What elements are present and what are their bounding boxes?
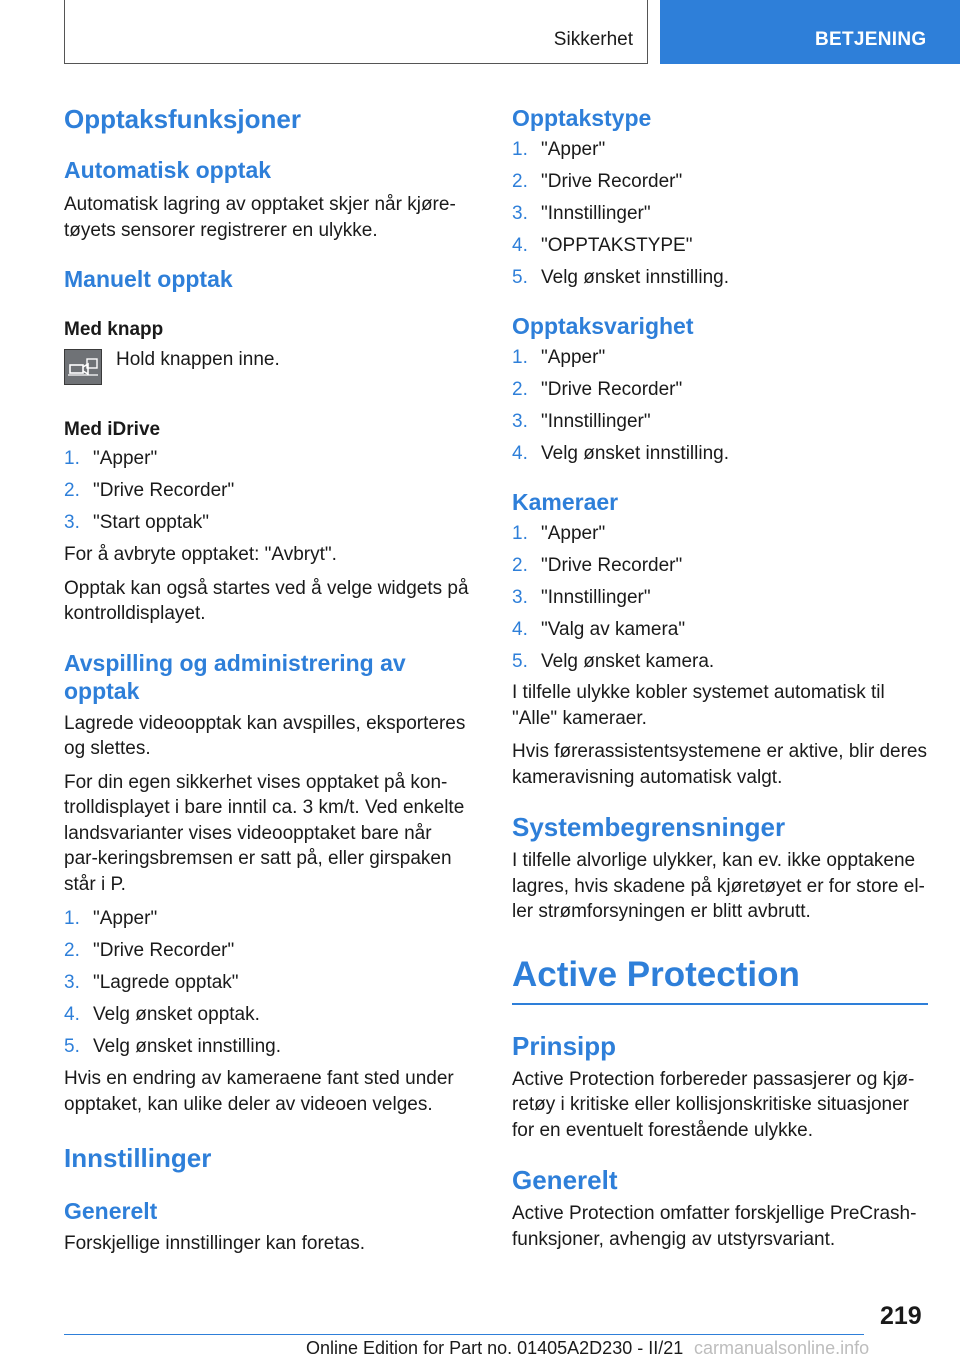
step-number: 2. [512,171,528,192]
heading-opptakstype: Opptakstype [512,105,652,131]
step-text: "Apper" [541,523,606,544]
list-item [512,230,928,262]
list-item [64,935,470,967]
list-item [64,1031,470,1063]
heading-manuelt-opptak: Manuelt opptak [64,266,233,292]
paragraph-ulykke: I tilfelle ulykke kobler systemet automatisk til "Alle" kameraer. [512,682,885,729]
heading-opptaksvarighet: Opptaksvarighet [512,313,694,339]
step-text: Velg ønsket opptak. [93,1004,260,1025]
step-text: "Innstillinger" [541,587,651,608]
paragraph-forerassistent: Hvis førerassistentsystemene er aktive, blir deres kameravisning automatisk valgt. [512,741,927,788]
step-text: "Drive Recorder" [541,171,683,192]
kameraer-steps-list [512,518,928,678]
left-column [64,96,470,1257]
list-item [512,134,928,166]
list-item [64,443,470,475]
opptakstype-steps-list [512,134,928,294]
heading-med-idrive: Med iDrive [64,419,161,440]
list-item [512,438,928,470]
step-number: 2. [64,480,80,501]
header-chapter-label: BETJENING [815,29,927,50]
paragraph-sikkerhet: For din egen sikkerhet vises opptaket på kon-trolldisplayet i bare inntil ca. 3 km/t. Ved enkelte landsvarianter vises videoopptaket bare når par-keringsbremsen er satt på, eller girspaken står i P. [64,771,465,895]
paragraph-endring: Hvis en endring av kameraene fant sted under opptaket, kan ulike deler av videoen velges. [64,1068,454,1115]
step-number: 1. [512,347,528,368]
step-number: 1. [64,448,80,469]
step-text: Velg ønsket innstilling. [541,443,729,464]
paragraph-lagrede: Lagrede videoopptak kan avspilles, eksporteres og slettes. [64,712,466,759]
heading-opptaksfunksjoner: Opptaksfunksjoner [64,104,301,134]
list-item [64,967,470,999]
step-text: Velg ønsket innstilling. [541,267,729,288]
step-text: "Valg av kamera" [541,619,686,640]
header-section-box [64,0,648,64]
edition-text: Online Edition for Part no. 01405A2D230 - II/21 [306,1338,684,1358]
right-column [512,96,928,1252]
step-text: "Apper" [541,139,606,160]
step-text: "Innstillinger" [541,411,651,432]
step-text: Velg ønsket kamera. [541,651,715,672]
step-text: Velg ønsket innstilling. [93,1036,281,1057]
list-item [512,166,928,198]
step-text: "Lagrede opptak" [93,972,239,993]
list-item [64,507,470,539]
list-item [512,406,928,438]
step-number: 1. [512,523,528,544]
idrive-steps-list [64,443,470,539]
heading-systembegrensninger: Systembegrensninger [512,812,786,842]
step-number: 5. [512,651,528,672]
step-text: "Drive Recorder" [93,480,235,501]
heading-kameraer: Kameraer [512,489,619,515]
footer-rule [64,1334,864,1335]
hold-button-text: Hold knappen inne. [116,349,280,370]
paragraph-systembegrensninger: I tilfelle alvorlige ulykker, kan ev. ikke opptakene lagres, hvis skadene på kjøretøyet er for store el-ler strømforsyningen er blitt avbrutt. [512,850,925,922]
list-item [512,198,928,230]
step-text: "Drive Recorder" [93,940,235,961]
step-number: 2. [512,555,528,576]
list-item [512,374,928,406]
step-number: 3. [64,512,80,533]
step-number: 2. [512,379,528,400]
step-number: 4. [64,1004,80,1025]
step-text: "Apper" [93,908,158,929]
drive-recorder-button-icon [64,349,102,385]
list-item [512,582,928,614]
step-number: 4. [512,443,528,464]
heading-avspilling: Avspilling og administrering av opptak [64,649,406,704]
header-chapter-tab [660,0,960,64]
step-number: 3. [64,972,80,993]
heading-prinsipp: Prinsipp [512,1030,617,1061]
step-number: 1. [512,139,528,160]
paragraph-generelt: Active Protection omfatter forskjellige PreCrash-funksjoner, avhengig av utstyrsvariant. [512,1203,917,1250]
step-number: 3. [512,587,528,608]
paragraph-prinsipp: Active Protection forbereder passasjerer og kjø-retøy i kritiske eller kollisjonskritiske situasjoner for en eventuelt forestående ulykke. [512,1068,915,1141]
step-number: 1. [64,908,80,929]
list-item [512,518,928,550]
heading-innstillinger: Innstillinger [64,1143,212,1173]
heading-generelt-left: Generelt [64,1198,158,1224]
step-number: 4. [512,235,528,256]
paragraph-automatisk: Automatisk lagring av opptaket skjer når kjøre-tøyets sensorer registrerer en ulykke. [64,194,456,241]
step-number: 3. [512,203,528,224]
header-section-title: Sikkerhet [553,29,633,50]
step-text: "Apper" [541,347,606,368]
page-number: 219 [880,1302,922,1330]
list-item [512,262,928,294]
step-text: "Drive Recorder" [541,555,683,576]
paragraph-forskjellige: Forskjellige innstillinger kan foretas. [64,1233,365,1254]
button-instruction [64,347,470,417]
step-text: "Apper" [93,448,158,469]
step-number: 5. [64,1036,80,1057]
paragraph-avbryte: For å avbryte opptaket: "Avbryt". [64,544,337,565]
list-item [512,614,928,646]
step-number: 5. [512,267,528,288]
step-text: "Drive Recorder" [541,379,683,400]
step-text: "Start opptak" [93,512,209,533]
watermark-text: carmanualsonline.info [694,1338,870,1358]
step-text: "OPPTAKSTYPE" [541,235,693,256]
chapter-rule [512,1003,928,1005]
list-item [64,999,470,1031]
heading-med-knapp: Med knapp [64,319,164,340]
list-item [512,646,928,678]
paragraph-widgets: Opptak kan også startes ved å velge widgets på kontrolldisplayet. [64,577,469,624]
step-number: 4. [512,619,528,640]
step-text: "Innstillinger" [541,203,651,224]
heading-automatisk-opptak: Automatisk opptak [64,157,272,183]
varighet-steps-list [512,342,928,470]
list-item [512,550,928,582]
avspilling-steps-list [64,903,470,1063]
list-item [64,475,470,507]
heading-active-protection: Active Protection [512,954,800,994]
heading-generelt-right: Generelt [512,1165,618,1195]
list-item [512,342,928,374]
step-number: 2. [64,940,80,961]
step-number: 3. [512,411,528,432]
list-item [64,903,470,935]
